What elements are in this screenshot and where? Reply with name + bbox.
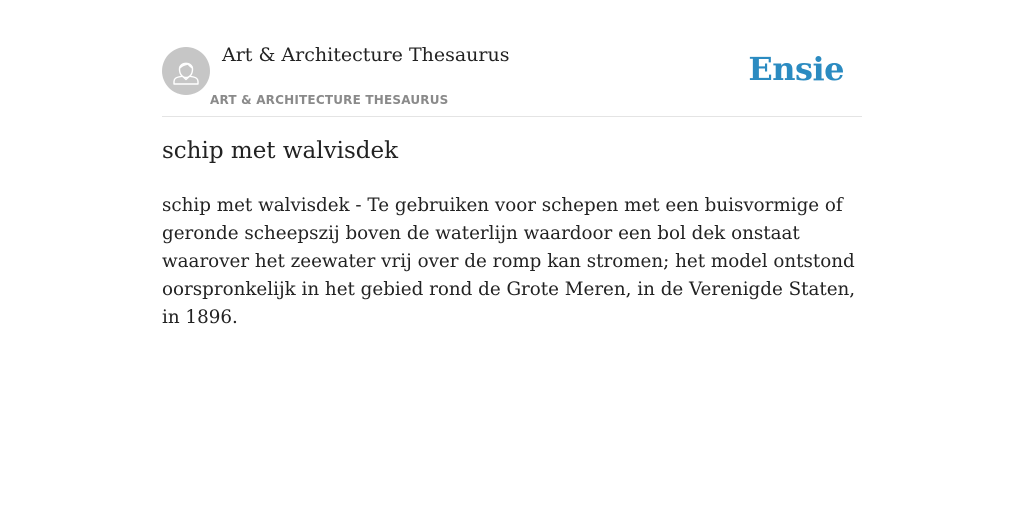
ensie-logo[interactable]: Ensie: [748, 50, 844, 88]
header: [162, 36, 862, 117]
source-title-link[interactable]: Art & Architecture Thesaurus: [222, 44, 510, 66]
user-icon: [162, 47, 210, 95]
term-title: schip met walvisdek: [162, 138, 399, 164]
term-definition: schip met walvisdek - Te gebruiken voor schepen met een buisvormige of geronde scheepszij boven de waterlijn waardoor een bol dek onstaat waarover het zeewater vrij over de romp kan stromen; het model ontstond oorspronkelijk in het gebied rond de Grote Meren, in de Verenigde Staten, in 1896.: [162, 195, 856, 328]
avatar[interactable]: [162, 47, 210, 95]
source-subtitle: ART & ARCHITECTURE THESAURUS: [210, 93, 449, 107]
